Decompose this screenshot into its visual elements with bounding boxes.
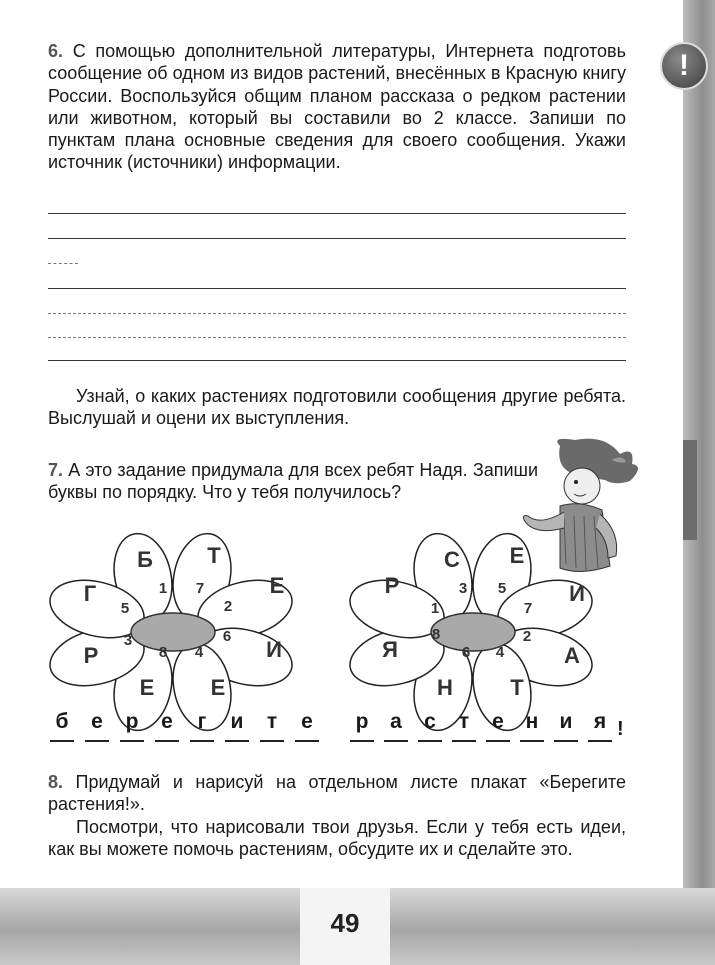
answer-slot[interactable]: а [384,710,408,742]
answer-line-5[interactable] [48,313,626,314]
task-6-text: С помощью дополнительной литературы, Интернета подготовь сообщение об одном из видов растений, внесённых в Красную книгу России. Воспользуйся общим планом рассказа о редком растении или животном, который вы составили во 2 классе. Запиши по пунктам плана основные сведения для своего сообщения. Укажи источник (источники) информации. [48,41,626,173]
answer-slot[interactable]: е [85,710,109,742]
flower-2-letter-6: Н [437,675,453,700]
flower-1-number-7: 3 [123,632,133,649]
answer-slot[interactable]: е [486,710,510,742]
flower-2-number-5: 4 [495,644,505,661]
answer-slot[interactable]: е [155,710,179,742]
exclamation-badge-icon: ! [660,42,708,90]
flower-1-letter-3: Е [269,573,285,598]
task-8-text: Придумай и нарисуй на отдельном листе плакат «Берегите растения!». [48,772,626,815]
task-8 [48,771,626,816]
flower-2-letter-5: Т [510,675,524,700]
answer-slot[interactable]: и [225,710,249,742]
flower-1-number-5: 4 [194,644,204,661]
flower-2-letter-1: С [444,547,460,572]
flower-2-number-1: 3 [458,580,468,597]
flower-2-number-7: 8 [431,626,441,643]
answer-slot[interactable]: г [190,710,214,742]
flower-puzzle-1 [45,535,285,735]
flower-1-letter-6: Е [139,675,155,700]
flower-1-letter-2: Т [207,543,221,568]
task-7 [48,459,538,504]
answer-slot[interactable]: е [295,710,319,742]
task-7-text: А это задание придумала для всех ребят Надя. Запиши буквы по порядку. Что у тебя получилось? [48,460,538,503]
answer-slot[interactable]: т [260,710,284,742]
task-6-followup: Узнай, о каких растениях подготовили сообщения другие ребята. Выслушай и оцени их выступления. [48,386,626,429]
flower-1-letter-4: И [266,637,282,662]
answer-line-7[interactable] [48,360,626,361]
answer-slot[interactable]: р [350,710,374,742]
flower-2-letter-4: А [564,643,580,668]
answer-line-2[interactable] [48,238,626,239]
page-number: 49 [330,908,360,938]
flower-2-number-4: 2 [522,628,532,645]
task-6 [48,40,626,174]
task-8-discussion: Посмотри, что нарисовали твои друзья. Если у тебя есть идеи, как вы можете помочь растениям, обсудите их и сделайте это. [48,817,626,860]
answer-line-1[interactable] [48,213,626,214]
answer-slot[interactable]: т [452,710,476,742]
flower-1-letter-5: Е [210,675,226,700]
answer-line-4[interactable] [48,288,626,289]
flower-1-number-4: 6 [222,628,232,645]
answer-slot[interactable]: б [50,710,74,742]
answer-slot[interactable]: и [554,710,578,742]
flower-2-number-2: 5 [497,580,507,597]
answer-slot[interactable]: я [588,710,612,742]
answer-word-1[interactable] [50,710,320,744]
flower-2-letter-2: Е [509,543,525,568]
answer-line-3[interactable] [48,263,78,264]
answer-slot[interactable]: н [520,710,544,742]
flower-2-number-6: 6 [461,644,471,661]
flower-1-number-3: 2 [223,598,233,615]
page-edge-decoration [683,0,715,965]
flower-2-number-8: 1 [430,600,440,617]
task-7-number: 7. [48,460,64,480]
flower-1-number-2: 7 [195,580,205,597]
answer-word-2[interactable] [350,710,620,744]
flower-1-letter-7: Р [83,643,99,668]
flower-1-letter-1: Б [137,547,153,572]
flower-1-number-1: 1 [158,580,168,597]
answer-line-6[interactable] [48,337,626,338]
answer-slot[interactable]: р [120,710,144,742]
flower-1-letter-8: Г [83,581,97,606]
task-6-number: 6. [48,41,64,61]
flower-2-letter-7: Я [382,637,398,662]
flower-2-letter-8: Р [384,573,400,598]
flower-2-letter-3: И [569,581,585,606]
flower-1-number-6: 8 [158,644,168,661]
answer-slot[interactable]: с [418,710,442,742]
task-8-number: 8. [48,772,64,792]
answer-exclamation: ! [617,718,624,740]
flower-2-number-3: 7 [523,600,533,617]
flower-1-number-8: 5 [120,600,130,617]
flower-puzzle-2 [345,535,585,735]
